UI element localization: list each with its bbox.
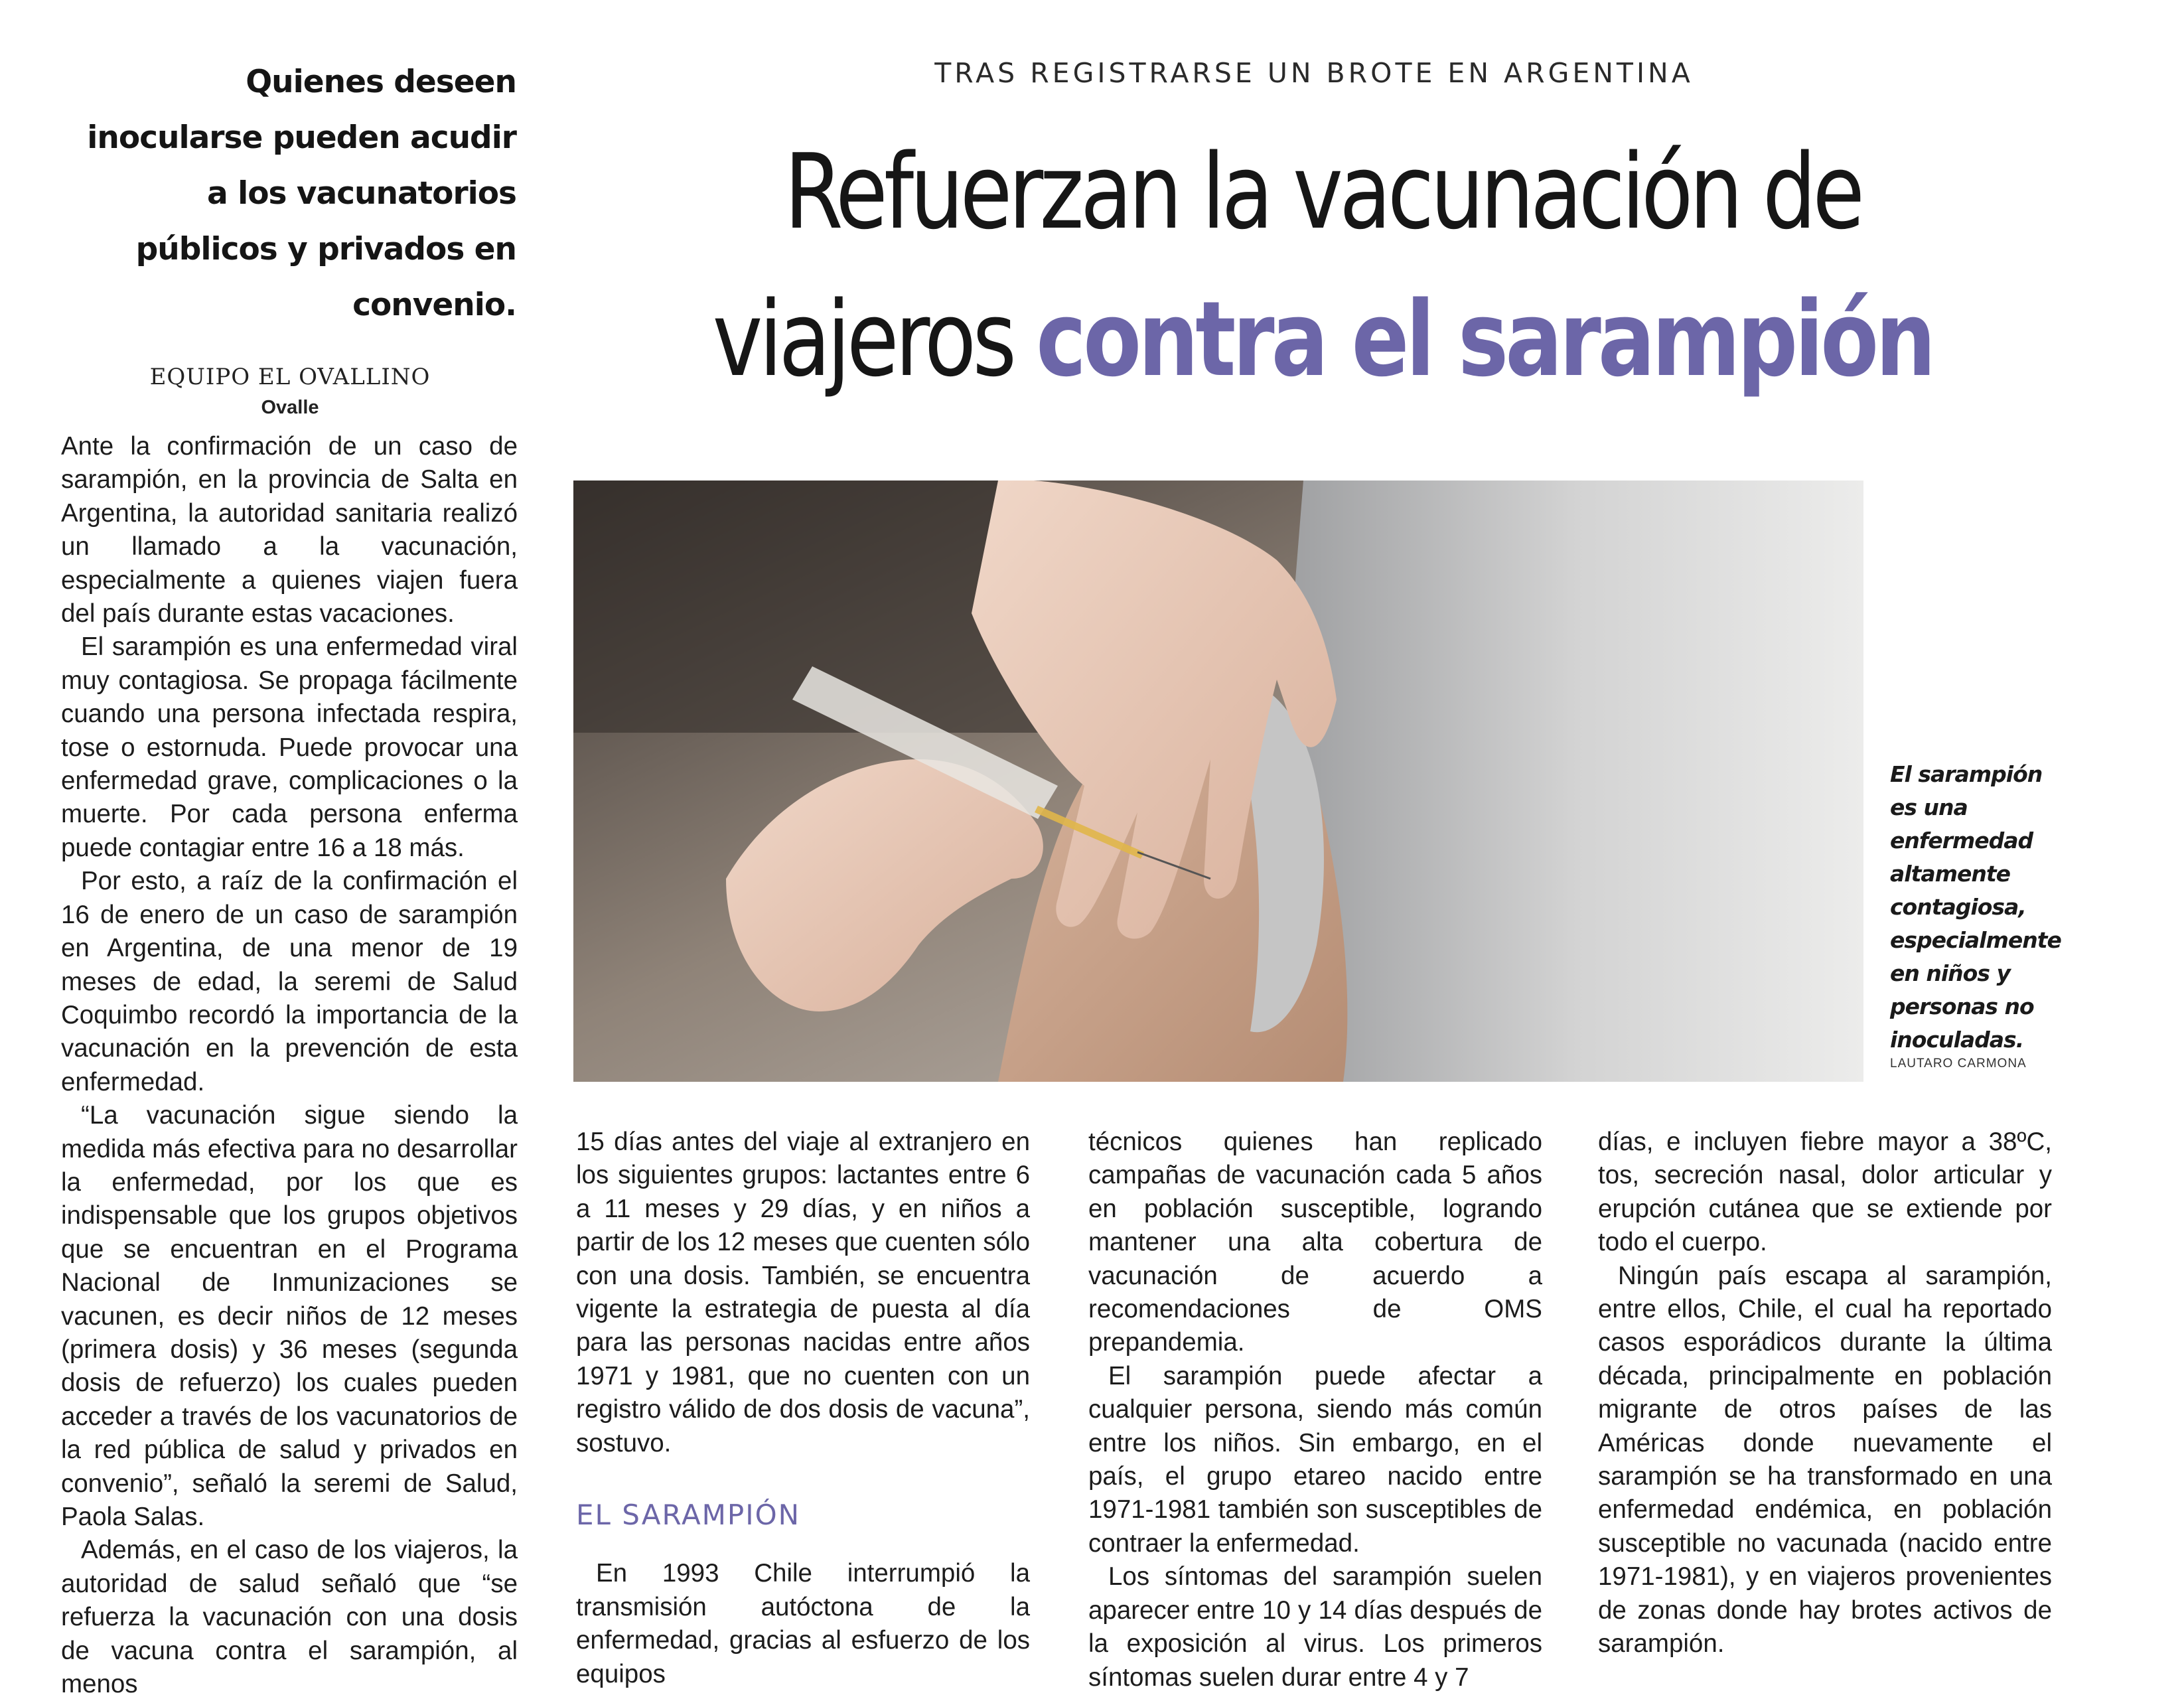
headline-accent: contra el sarampión	[1036, 279, 1933, 400]
headline	[711, 118, 1935, 413]
article-column-4	[1598, 1126, 2052, 1661]
byline: EQUIPO EL OVALLINO	[149, 364, 431, 390]
headline-line-1: Refuerzan la vacunación de	[784, 131, 1861, 252]
photo-caption: El sarampión es una enfermedad altamente contagiosa, especialmente en niños y personas no inoculadas.	[1890, 761, 2061, 1053]
vaccination-photo	[573, 481, 1863, 1082]
paragraph: El sarampión es una enfermedad viral muy contagiosa. Se propaga fácilmente cuando una persona infectada respira, tose o estornuda. Puede provocar una enfermedad grave, complicaciones o la muerte. Por cada persona enferma puede contagiar entre 16 a 18 más.	[61, 632, 518, 862]
kicker: TRAS REGISTRARSE UN BROTE EN ARGENTINA	[934, 57, 1694, 89]
dateline-city: Ovalle	[261, 397, 319, 418]
photo-credit: LAUTARO CARMONA	[1890, 1057, 2027, 1071]
paragraph: 15 días antes del viaje al extranjero en los siguientes grupos: lactantes entre 6 a 11 meses y 29 días, y en niños a partir de los 12 meses que cuenten sólo con una dosis. También, se encuentra vigente la estrategia de puesta al día para las personas nacidas entre años 1971 y 1981, que no cuenten con un registro válido de dos dosis de vacuna”, sostuvo.	[576, 1128, 1030, 1457]
paragraph: El sarampión puede afectar a cualquier persona, siendo más común entre los niños. Sin embargo, en el país, el grupo etareo nacido entre 1971-1981 también son susceptibles de contraer la enfermedad.	[1088, 1361, 1542, 1558]
paragraph: “La vacunación sigue siendo la medida más efectiva para no desarrollar la enfermedad, por los que es indispensable que los grupos objetivos que se encuentran en el Programa Nacional de Inmunizaciones se vacunen, es decir niños de 12 meses (primera dosis) y 36 meses (segunda dosis de refuerzo) los cuales pueden acceder a través de los vacunatorios de la red pública de salud y privados en convenio”, señaló la seremi de Salud, Paola Salas.	[61, 1101, 518, 1531]
article-column-2	[576, 1126, 1030, 1691]
paragraph: Por esto, a raíz de la confirmación el 16 de enero de un caso de sarampión en Argentina, de una menor de 19 meses de edad, la seremi de Salud Coquimbo recordó la importancia de la vacunación en la prevención de esta enfermedad.	[61, 867, 518, 1096]
article-column-1	[61, 430, 518, 1701]
paragraph: Además, en el caso de los viajeros, la autoridad de salud señaló que “se refuerza la vacunación con una dosis de vacuna contra el sarampión, al menos	[61, 1536, 518, 1699]
paragraph: Ante la confirmación de un caso de sarampión, en la provincia de Salta en Argentina, la autoridad sanitaria realizó un llamado a la vacunación, especialmente a quienes viajen fuera del país durante estas vacaciones.	[61, 432, 518, 629]
paragraph: Los síntomas del sarampión suelen aparecer entre 10 y 14 días después de la exposición al virus. Los primeros síntomas suelen durar entre 4 y 7	[1088, 1562, 1542, 1692]
headline-line-2-plain: viajeros	[712, 279, 1037, 400]
paragraph: En 1993 Chile interrumpió la transmisión autóctona de la enfermedad, gracias al esfuerzo de los equipos	[576, 1559, 1030, 1688]
paragraph: días, e incluyen fiebre mayor a 38ºC, tos, secreción nasal, dolor articular y erupción cutánea que se extiende por todo el cuerpo.	[1598, 1128, 2052, 1257]
paragraph: técnicos quienes han replicado campañas de vacunación cada 5 años en población susceptible, logrando mantener una alta cobertura de vacunación de acuerdo a recomendaciones de OMS prepandemia.	[1088, 1128, 1542, 1357]
pull-quote: Quienes deseen inocularse pueden acudir a los vacunatorios públicos y privados en convenio.	[87, 64, 516, 323]
section-subhead: EL SARAMPIÓN	[576, 1499, 801, 1532]
paragraph: Ningún país escapa al sarampión, entre ellos, Chile, el cual ha reportado casos esporádicos durante la última década, principalmente en población migrante de otros países de las Américas donde nuevamente el sarampión se ha transformado en una enfermedad endémica, en población susceptible no vacunada (nacido entre 1971-1981), y en viajeros provenientes de zonas donde hay brotes activos de sarampión.	[1598, 1261, 2052, 1659]
article-column-3	[1088, 1126, 1542, 1694]
